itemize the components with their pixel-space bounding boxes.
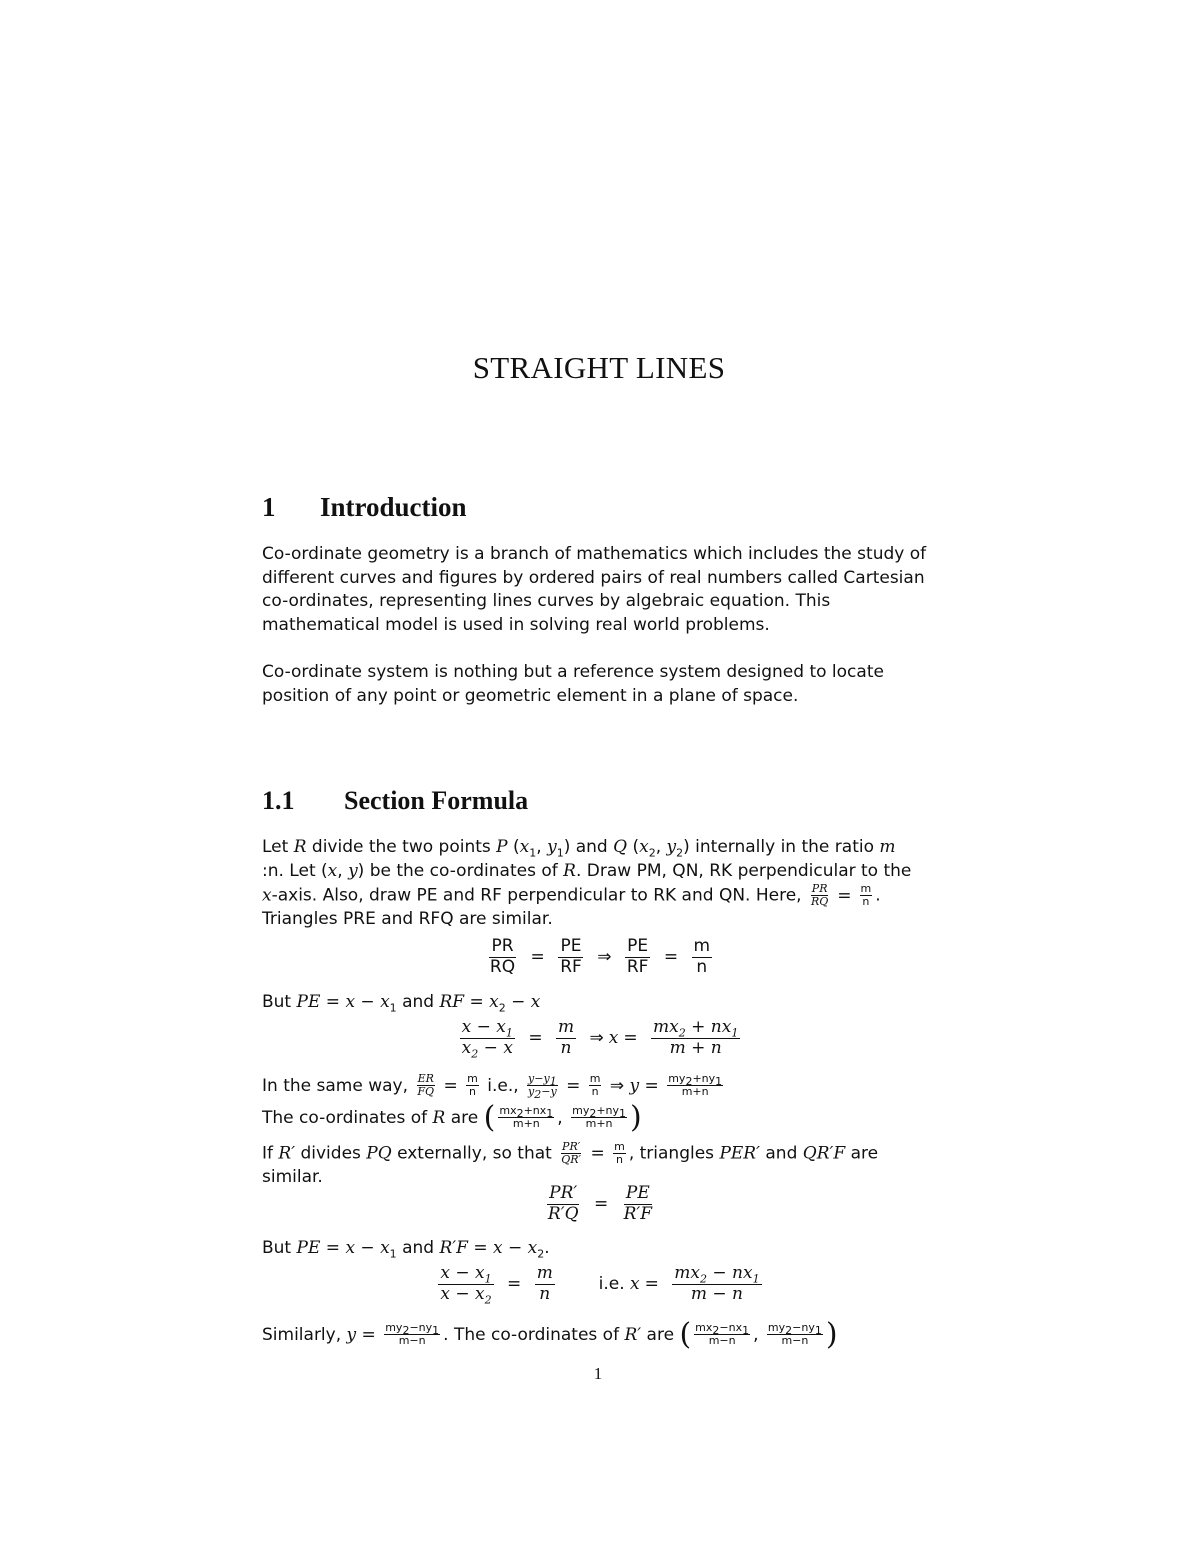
equation-x-internal: $\frac{x - x_1}{x_2 - x}$ = $\frac{m}{n}$ ⇒ x = $\frac{mx_2 + nx_1}{m + n}$ bbox=[461, 1017, 739, 1060]
section-title: Section Formula bbox=[344, 786, 529, 815]
document-title: STRAIGHT LINES bbox=[472, 350, 726, 385]
text-line: x-axis. Also, draw PE and RF perpendicular to RK and QN. Here, $\frac{PR}{RQ}$ = $\frac{m}{n}$ . bbox=[262, 882, 881, 909]
text-line: Co-ordinate system is nothing but a reference system designed to locate bbox=[262, 662, 884, 682]
ratio-fraction: $\frac{m}{n}$ bbox=[860, 882, 872, 909]
text-line-similarly: Similarly, y = $\frac{my_2-ny_1}{m-n}$ . The co-ordinates of R′ are ( $\frac{mx_2-nx_1}{m-n}$ , $\frac{my_2-ny_1}{m-n}$ ) bbox=[262, 1316, 838, 1352]
text-line-coordinates-r: The co-ordinates of R are ( $\frac{mx_2+nx_1}{m+n}$ , $\frac{my_2+ny_1}{m+n}$ ) bbox=[262, 1099, 642, 1135]
text-line: position of any point or geometric element in a plane of space. bbox=[262, 685, 799, 706]
text-line-but-pe-external: But PE = $x - x_1$ and $R'F = x - x_2$. bbox=[262, 1238, 550, 1261]
section-heading-section-formula bbox=[262, 786, 528, 816]
text-line: mathematical model is used in solving real world problems. bbox=[262, 614, 770, 635]
section-formula-paragraph bbox=[262, 836, 938, 932]
section-number: 1.1 bbox=[262, 786, 295, 815]
text-line: Let R divide the two points P ($x_1$, $y_1$) and Q ($x_2$, $y_2$) internally in the ratio m bbox=[262, 837, 896, 860]
text-line: :n. Let (x, y) be the co-ordinates of R. Draw PM, QN, RK perpendicular to the bbox=[262, 860, 912, 881]
section-title: Introduction bbox=[320, 492, 467, 522]
intro-paragraph-1 bbox=[262, 543, 938, 637]
text-external-division: If R′ divides PQ externally, so that $\frac{PR'}{QR'}$ = $\frac{m}{n}$ , triangles PER′ and QR′F are similar. bbox=[262, 1140, 879, 1188]
text-line: co-ordinates, representing lines curves by algebraic equation. This bbox=[262, 591, 831, 611]
intro-paragraph-2 bbox=[262, 661, 938, 708]
text-line: Triangles PRE and RFQ are similar. bbox=[262, 909, 553, 930]
section-heading-introduction bbox=[262, 492, 467, 523]
equation-x-external: $\frac{x - x_1}{x - x_2}$ = $\frac{m}{n}$ i.e. x = $\frac{mx_2 - nx_1}{m - n}$ bbox=[440, 1263, 760, 1306]
text-line: different curves and figures by ordered pairs of real numbers called Cartesian bbox=[262, 567, 925, 588]
equation-similar-triangles: $\frac{PR}{RQ}$ = $\frac{PE}{RF}$ ⇒ $\frac{PE}{RF}$ = $\frac{m}{n}$ bbox=[489, 936, 711, 977]
text-line: Co-ordinate geometry is a branch of mathematics which includes the study of bbox=[262, 544, 927, 564]
ratio-fraction: $\frac{PR}{RQ}$ bbox=[810, 882, 829, 909]
text-line-same-way: In the same way, $\frac{ER}{FQ}$ = $\frac{m}{n}$ i.e., $\frac{y-y_1}{y_2-y}$ = $\frac{m}{n}$ ⇒ y = $\frac{my_2+ny_1}{m+n}$ bbox=[262, 1072, 723, 1102]
equation-external-similar: $\frac{PR'}{R'Q}$ = $\frac{PE}{R'F}$ bbox=[547, 1183, 653, 1224]
section-number: 1 bbox=[262, 492, 276, 522]
text-line-but-pe: But PE = $x - x_1$ and RF = $x_2 - x$ bbox=[262, 992, 541, 1015]
page-number: 1 bbox=[593, 1364, 603, 1383]
